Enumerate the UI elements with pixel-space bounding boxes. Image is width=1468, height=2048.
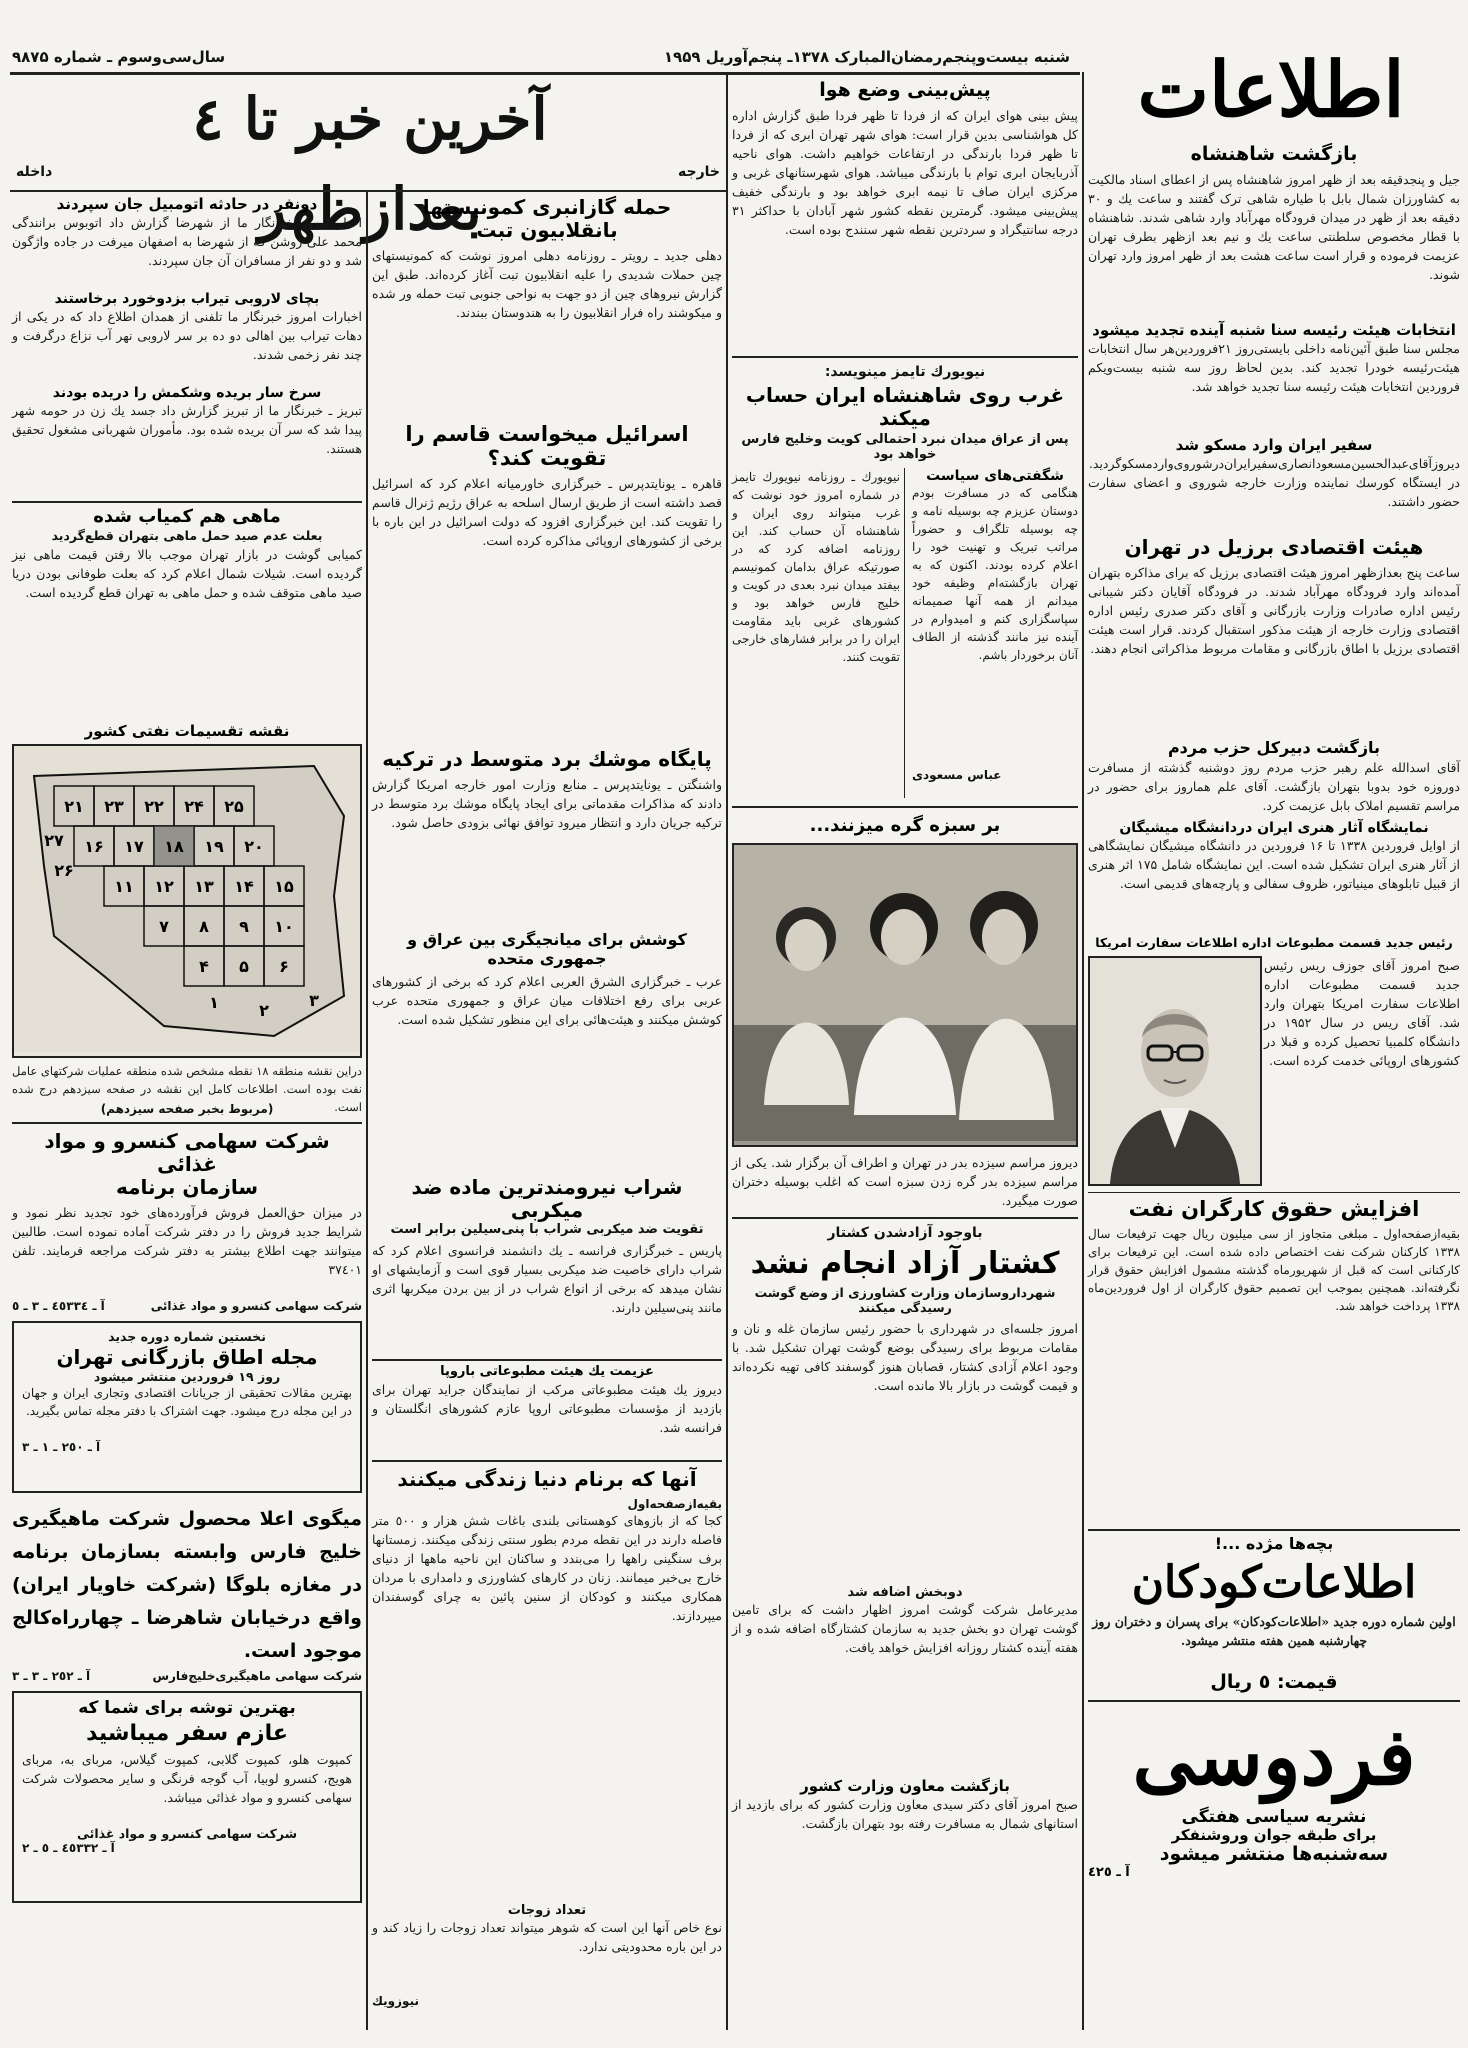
- fish-headline: ماهی هم کمیاب شده: [93, 506, 281, 528]
- map-zone-label: ۱۱: [114, 877, 134, 897]
- shah-body: جیل و پنجدقیقه بعد از ظهر امروز شاهنشاه پس از اعطای اسناد مالکیت به کشاورزان شمال بابل با طیاره شاهی ترک گفتند و ساعت یك و ۳۰ دقیقه بعد از ظهر در میدان فرودگاه مهرآباد وارد شاهی شدند. شاهنشاه با قطار مخصوص سلطنتی ساعت یك و نیم بعد ازظهر بطرف تهران عزیمت فرموده و قرار است ساعت هشت بعد از ظهر امروز وارد تهران شوند.: [1088, 171, 1460, 282]
- map-zone-label: ۱۶: [84, 837, 104, 857]
- rule-col-midright: [726, 72, 728, 2030]
- israel-headline: اسرائیل میخواست قاسم را تقویت کند؟: [405, 422, 689, 471]
- map-zone-label: ۱۲: [154, 877, 174, 897]
- map-zone-label: ۱۳: [194, 877, 214, 897]
- map-headline: نقشه تقسیمات نفتی کشور: [84, 722, 290, 741]
- chamber-code: آ ـ ٢٥٠ ـ ١ ـ ٣: [22, 1440, 101, 1455]
- map-zone-label: ۱۴: [234, 877, 254, 897]
- portrait-photo: [1088, 956, 1262, 1186]
- nyt-subhead: پس از عراق میدان نبرد احتمالی کویت وخلیج فارس خواهد بود: [741, 431, 1069, 462]
- travel-sign: شرکت سهامی کنسرو و مواد غذائی: [76, 1826, 298, 1842]
- nyt-body: نیویورك ـ روزنامه نیویورك تایمز در شماره امروز خود نوشت که غرب میتواند روی ایران و شاهنشاه آن حساب کند. این روزنامه اضافه کرد که در صورتیکه عراق بدامان کمونیسم بیفتد میدان نبرد بعدی در کویت و خلیج فارس خواهد بود و کشورهای غربی باید مقاومت ایران را در برابر فشارهای خارجی تقویت کنند.: [732, 469, 900, 664]
- exhibit-headline: نمایشگاه آثار هنری ایران دردانشگاه میشیگان: [1119, 819, 1429, 836]
- masthead: [1082, 44, 1460, 136]
- map-zone-label: ۵: [239, 957, 249, 977]
- photo-headline: بر سبزه گره میزنند...: [809, 814, 1001, 836]
- iraq-headline: کوشش برای میانجیگری بین عراق و جمهوری متحده: [407, 930, 687, 968]
- caviar-sign: شرکت سهامی ماهیگیری‌خلیج‌فارس: [152, 1669, 362, 1684]
- map-zone-label: ۲۴: [184, 797, 204, 817]
- rule-nyt-split: [904, 468, 905, 798]
- elections-body: مجلس سنا طبق آئین‌نامه داخلی بایستی‌روز ۲۱فروردین‌هر سال انتخابات هیئت‌رئیسه خودرا تجدید کند. بدین لحاظ روز سه شنبه بیست‌ویکم فروردین انتخابات هیئت رئیسه سنا تجدید خواهد شد.: [1088, 341, 1460, 395]
- exhibit-body: از اوایل فروردین ۱۳۳۸ تا ۱۶ فروردین در دانشگاه میشیگان نمایشگاهی از آثار هنری ایران تشکیل شده است. این نمایشگاه شامل ۱۷۵ اثر هنری از قبیل تابلوهای مینیاتور، ظروف سفالی و پارچه‌های قدیمی است.: [1088, 837, 1461, 891]
- measles-headline: سرخ سار بریده وشکمش را دریده بودند: [52, 385, 322, 402]
- drink-headline: شراب نیرومندترین ماده ضد میکربی: [411, 1175, 683, 1223]
- return-headline: بازگشت دبیرکل حزب مردم: [1167, 738, 1381, 758]
- wonder-headline: شگفتی‌های سیاست: [926, 467, 1064, 484]
- map-zone-label: ۲۷: [44, 831, 64, 851]
- missile-headline: پایگاه موشك برد متوسط در ترکیه: [382, 747, 712, 772]
- map-zone-label: ۱۰: [274, 917, 294, 937]
- map-zone-label: ۲۱: [64, 797, 84, 817]
- kids-body: اولین شماره دوره جدید «اطلاعات‌کودکان» برای پسران و دختران روز چهارشنبه همین هفته منتشر میشود.: [1092, 1613, 1456, 1648]
- banner-left-tag: داخله: [16, 164, 53, 180]
- chief-body: صبح امروز آقای جوزف ریس رئیس جدید قسمت مطبوعات اداره اطلاعات سفارت امریکا بتهران وارد شد. آقای ریس در سال ۱۹۵۲ در دانشگاه کلمبیا تحصیل کرده و قبلا در کشورهای اروپائی خدمت کرده است.: [1264, 958, 1460, 1069]
- rule-nyt: [732, 356, 1078, 358]
- map-zone-label: ۶: [279, 957, 289, 977]
- chamber-headline: مجله اطاق بازرگانی تهران: [56, 1345, 318, 1370]
- poem-lead: بقیه‌ازصفحه‌اول: [627, 1497, 722, 1511]
- ferdowsi-code: آ ـ ٤٢٥: [1088, 1865, 1130, 1881]
- israel-body: قاهره ـ یونایتدپرس ـ خبرگزاری خاورمیانه اعلام کرد که اسرائیل قصد داشته است از طریق ارسال اسلحه به عراق رژیم ژنرال قاسم را تقویت کند. این خبرگزاری افزود که دولت اسرائیل در این باره با برخی از کشورهای اروپائی مذاکره کرده است.: [372, 476, 722, 549]
- map-note: (مربوط بخبر صفحه سیزدهم): [100, 1102, 274, 1117]
- map-zone-label: ۸: [199, 917, 209, 937]
- meat-subhead: شهرداروسازمان‌ وزارت‌ کشاورزی از وضع گوشت رسیدگی میکنند: [754, 1285, 1056, 1316]
- oil-headline: افزایش حقوق کارگران نفت: [1128, 1197, 1420, 1222]
- meat-body: امروز جلسه‌ای در شهرداری با حضور رئیس سازمان غله و نان و مقامات مربوط برای رسیدگی بوضع گوشت تهران تشکیل شد. با وجود اعلام آزادی کشتار، قصابان هنوز گوسفند کافی تهیه نکرده‌اند و قیمت گوشت در بازار بالا مانده است.: [732, 1321, 1078, 1394]
- chamber-kicker: نخستین شماره دوره جدید: [108, 1329, 266, 1345]
- elections-headline: انتخابات هیئت رئیسه سنا شنبه آینده تجدید میشود: [1092, 320, 1456, 339]
- banner-rule: [10, 190, 726, 192]
- map-zone-label: ۲۶: [54, 861, 74, 881]
- canned-sign: شرکت سهامی کنسرو و مواد غذائی: [150, 1299, 362, 1314]
- map-zone-label: ۱۸: [164, 837, 184, 857]
- ambassador-headline: سفیر ایران وارد مسکو شد: [1175, 436, 1373, 455]
- meat-body-2: مدیرعامل شرکت گوشت امروز اظهار داشت که برای تامین گوشت تهران دو بخش جدید به سازمان کشتارگاه اضافه شده و از هفته آینده کشتار روزانه افزایش خواهد یافت.: [732, 1602, 1078, 1656]
- meat-headline: کشتار آزاد انجام نشد: [750, 1245, 1060, 1281]
- flood-body: اخبارات امروز خبرنگار ما تلفنی از همدان اطلاع داد که در یکی از دهات تیراب بین اهالی دو ده بر سر لاروبی نهر آب نزاع درگرفت و چند نفر زخمی شدند.: [12, 309, 362, 363]
- press-headline: عزیمت یك هیئت مطبوعاتی باروپا: [440, 1364, 654, 1380]
- map-zone-label: ۳: [309, 991, 319, 1011]
- banner-title: آخرین خبر تا ٤ بعدازظهر: [192, 85, 548, 243]
- map-caption: دراین نقشه منطقه ۱۸ نقطه مشخص شده منطقه عملیات شرکتهای عامل نفت بوده است. اطلاعات کامل این نقشه در صفحه سیزدهم درج شده است.: [12, 1064, 363, 1115]
- col-midleft: [372, 196, 722, 2030]
- kids-title: اطلاعات‌کودکان: [1131, 1556, 1417, 1608]
- poem-subhead: تعداد زوجات: [507, 1903, 587, 1918]
- map-zone-label: ۹: [239, 917, 249, 937]
- poem-body: کجا که از بازوهای کوهستانی بلندی باغات شش هزار و ٥٠٠ متر فاصله دارند در این نقطه مردم بطور سنتی زندگی میکنند. زمستانها برف سنگینی راهها را می‌بندد و ساکنان این ناحیه ماهها از دنیای خارج بی‌خبر میمانند. زنان در کارهای کشاورزی و دامداری با مردان همکاری میکنند و کودکان از سنین پائین به چرای گوسفندان میپردازند.: [372, 1513, 723, 1623]
- caviar-code: آ ـ ٢٥٢ ـ ٣ ـ ٣: [12, 1669, 91, 1684]
- travel-code: آ ـ ٤٥٣٣٢ ـ ٥ ـ ٢: [22, 1841, 115, 1856]
- map-zone-label: ۱: [209, 993, 219, 1013]
- flood-headline: بچای لاروبی تیراب بزدوخورد برخاستند: [54, 291, 320, 308]
- accident-body: اخبار امروز خبرنگار ما از شهرضا گزارش داد اتوبوس برانندگی محمد علی روشن که از شهرضا به اصفهان میرفت در جاده واژگون شد و دو نفر از مسافران آن جان سپردند.: [12, 215, 362, 269]
- missile-body: واشنگتن ـ یونایتدپرس ـ منابع وزارت امور خارجه امریکا گزارش دادند که مذاکرات مقدماتی برای ایجاد پایگاه موشك برد متوسط در ترکیه جریان دارد و انتظار میرود توافق نهائی بزودی حاصل شود.: [372, 777, 722, 831]
- rule-col-right: [1082, 72, 1084, 2030]
- drink-subhead: تقویت ضد میکربی شراب با پنی‌سیلین برابر است: [390, 1222, 704, 1238]
- brazil-body: ساعت پنج بعدازظهر امروز هیئت اقتصادی برزیل که برای مذاکره بتهران آمده‌اند وارد فرودگاه مهرآباد شدند. در فرودگاه آقایان دکتر شیبانی رئیس اداره صادرات وزارت بازرگانی و آقای دکتر صدری رئیس اداره اقتصادی وزارت خارجه از هیئت مذکور استقبال کردند. قرار است هیئت اقتصادی برزیل با اطاق بازرگانی و مقامات مربوط مذاکراتی انجام دهند.: [1088, 565, 1460, 657]
- deputy-headline: بازگشت معاون وزارت کشور: [800, 1777, 1010, 1796]
- poem-sign: نیوزویك: [372, 1994, 419, 2008]
- fish-body: کمیابی گوشت در بازار تهران موجب بالا رفتن قیمت ماهی نیز گردیده است. شیلات شمال اعلام کرد که بعلت طوفانی بودن دریا صید ماهی متوقف شده و حمل ماهی به تهران قطع گردیده است.: [12, 547, 362, 601]
- date-line: شنبه بیست‌وپنجم‌رمضان‌المبارک ۱۳۷۸ـ پنجم‌آوریل ۱۹۵۹: [663, 48, 1070, 66]
- nyt-kicker: نیویورك تایمز مینویسد:: [824, 363, 986, 380]
- meat-kicker: باوجود آزادشدن کشتار: [827, 1224, 983, 1241]
- poem-body-2: نوع خاص آنها این است که شوهر میتواند تعداد زوجات را زیاد کند و در این باره محدودیتی ندارد.: [372, 1920, 722, 1954]
- newspaper-logo: اطلاعات: [1137, 45, 1405, 134]
- chamber-date: روز ۱۹ فروردین منتشر میشود: [93, 1369, 281, 1385]
- brazil-headline: هیئت اقتصادی برزیل در تهران: [1124, 535, 1424, 560]
- rule-oil: [1088, 1192, 1460, 1193]
- map-zone-label: ۲: [259, 1001, 269, 1021]
- wonder-body: هنگامی که در مسافرت بودم دوستان عزیزم چه بوسیله نامه و چه بوسیله تلگراف و حضوراً مراتب تبریک و تهنیت خود را اعلام کرده بودند. اکنون که به تهران بازگشته‌ام وظیفه خود میدانم از همه آنها صمیمانه سپاسگزاری کنم و امیدوارم در آینده نیز مانند گذشته از الطاف آنان برخوردار باشم.: [912, 485, 1078, 662]
- rule-fish: [12, 501, 362, 503]
- rule-canned: [12, 1122, 362, 1124]
- oil-map-drawing: [14, 746, 360, 1052]
- col-midright: [732, 80, 1078, 2030]
- map-zone-label: ۱۹: [204, 837, 224, 857]
- drink-body: پاریس ـ خبرگزاری فرانسه ـ یك دانشمند فرانسوی اعلام کرد که شراب دارای خاصیت ضد میکربی بسیار قوی است و آزمایشهای او نشان میدهد که برخی از انواع شراب در از بین بردن میکربها اثری مانند پنی‌سیلین دارند.: [372, 1243, 722, 1316]
- rule-col-midleft: [366, 190, 368, 2030]
- ferdowsi-title: فردوسی: [1132, 1711, 1416, 1803]
- banner-right-tag: خارجه: [678, 164, 720, 180]
- map-zone-label: ۲۲: [144, 797, 164, 817]
- ferdowsi-sub2: برای طبقه جوان وروشنفکر: [1171, 1826, 1377, 1845]
- measles-body: تبریز ـ خبرنگار ما از تبریز گزارش داد جسد یك زن در حومه شهر پیدا شد که سر آن بریده شده بود. مأموران شهربانی مشغول تحقیق هستند.: [12, 403, 362, 457]
- fish-subhead: بعلت عدم صید حمل ماهی بتهران قطع‌گردید: [51, 528, 323, 544]
- communist-body: دهلی جدید ـ رویتر ـ روزنامه دهلی امروز نوشت که کمونیستهای چین حملات شدیدی را علیه انقلابیون تبت آغاز کرده‌اند. طبق این گزارش نیروهای چین از دو جهت به نواحی جنوبی تبت حمله ور شده و میکوشند راه فرار انقلابیون را به هندوستان ببندند.: [372, 248, 722, 320]
- iraq-body: عرب ـ خبرگزاری الشرق العربی اعلام کرد که برخی از کشورهای عربی برای رفع اختلافات میان عراق و جمهوری متحده عرب کوشش میکنند و هیئت‌هائی برای این منظور تشکیل شده است.: [372, 974, 722, 1028]
- oil-map: [12, 744, 362, 1058]
- kids-lead: بچه‌ها مژده ...!: [1214, 1534, 1334, 1554]
- col-left: [12, 196, 362, 2030]
- travel-ad: [12, 1691, 362, 1903]
- map-zone-label: ۲۳: [104, 797, 124, 817]
- nyt-headline: غرب روی شاهنشاه ایران حساب میکند: [745, 382, 1065, 430]
- map-zone-label: ۱۷: [124, 837, 144, 857]
- oil-body: بقیه‌ازصفحه‌اول ـ مبلغی متجاوز از سی میلیون ریال جهت ترفیعات سال ۱۳۳۸ کارکنان شرکت نفت اختصاص داده شده است. این ترفیعات برای کارکنانی است که قبل از شهریورماه گذشته مشمول افزایش حقوق قرار نگرفته‌اند. همچنین بموجب این تصمیم حقوق کارگران از اول فروردین‌ماه ۱۳۳۸ پرداخت خواهد شد.: [1088, 1227, 1460, 1314]
- poem-headline: آنها که برنام دنیا زندگی میکنند: [397, 1467, 697, 1491]
- weather-body: پیش بینی هوای ایران که از فردا تا ظهر فردا طبق گزارش اداره کل هواشناسی بدین قرار است: هوای شهر تهران ابری که از فردا تا ظهر فردا بارندگی در ارتفاعات خواهیم داشت. هوای ناحیه آذربایجان ابری توام با بارندگی میباشد. هوای شهرستانهای غربی و مرکزی ایران صاف تا نیمه ابری خواهد بود و بارندگی خفیف پیش‌بینی میشود. گرمترین نقطه کشور شهر آبادان با حداکثر ۳۱ درجه سانتیگراد و سردترین نقطه شهر سنندج بوده است.: [732, 107, 1078, 237]
- col-right: [1088, 140, 1460, 2030]
- caviar-ad: میگوی اعلا محصول شرکت ماهیگیری خلیج فارس وابسته بسازمان برنامه در مغازه بلوگا (شرکت خاویار ایران) واقع درخیابان شاهرضا ـ چهارراه‌کالج موجود است.: [12, 1508, 362, 1663]
- canned-body: در میزان حق‌العمل فروش فرآورده‌های خود تجدید نظر نمود و شرایط جدید فروش را در دفتر شرکت آماده نموده است. طالبین میتوانند جهت اطلاع بیشتر به دفتر شرکت مراجعه فرمایند. تلفن ۳۷٤۰۱: [12, 1205, 362, 1278]
- canned-subhead: سازمان برنامه: [115, 1175, 259, 1200]
- chamber-ad: [12, 1321, 362, 1493]
- photo-caption: دیروز مراسم سیزده بدر در تهران و اطراف آن برگزار شد. یکی از مراسم سیزده بدر گره زدن سبزه است که اغلب بوسیله دختران صورت میگیرد.: [732, 1154, 1078, 1208]
- travel-subhead: عازم سفر میباشید: [86, 1720, 288, 1746]
- return-body: آقای اسدالله علم رهبر حزب مردم روز دوشنبه گذشته از مسافرت دوروزه خود بدوبا بتهران بازگشت. آقای علم هماروز برای حضور در مراسم تقسیم املاک بابل عزیمت کرد.: [1088, 759, 1460, 813]
- press-body: دیروز یك هیئت مطبوعاتی مرکب از نمایندگان جراید تهران برای بازدید از مؤسسات مطبوعاتی اروپا عازم کشورهای انگلستان و فرانسه شد.: [372, 1382, 722, 1435]
- portrait-figure: [1090, 958, 1260, 1184]
- deputy-body: صبح امروز آقای دکتر سیدی معاون وزارت کشور که برای بازدید از استانهای شمال به مسافرت رفته بود بتهران بازگشت.: [732, 1797, 1078, 1832]
- weather-headline: پیش‌بینی وضع هوا: [819, 79, 991, 101]
- kids-price: قیمت: ٥ ریال: [1210, 1670, 1338, 1693]
- meat-subhead-2: دوبخش اضافه شد: [847, 1585, 963, 1601]
- wonder-sign: عباس مسعودی: [912, 767, 1002, 782]
- issue-line: سال‌سی‌وسوم ـ شماره ۹۸۷۵: [12, 48, 226, 66]
- canned-code: آ ـ ٤٥٣٣٤ ـ ٣ ـ ٥: [12, 1299, 105, 1314]
- ferdowsi-sub3: سه‌شنبه‌ها منتشر میشود: [1159, 1843, 1389, 1866]
- girls-photo-figure: [734, 845, 1076, 1141]
- girls-photo: [732, 843, 1078, 1147]
- map-zone-label: ۲۵: [224, 797, 244, 817]
- chief-headline: رئیس جدید قسمت مطبوعات اداره اطلاعات سفارت امریکا: [1095, 934, 1453, 950]
- rule-ferdowsi: [1088, 1700, 1460, 1702]
- map-zone-label: ۲۰: [244, 837, 264, 857]
- rule-photo: [732, 806, 1078, 808]
- ambassador-body: دیروزآقای‌عبدالحسین‌مسعود‌انصاری‌سفیر‌ایران‌درشوروی‌واردمسکوگردید. در ایستگاه کورسك نماینده وزارت خارجه شوروی و اعضای سفارت حضور داشتند.: [1088, 456, 1460, 510]
- map-zone-label: ۴: [199, 957, 209, 977]
- ferdowsi-sub1: نشریه سیاسی هفتگی: [1181, 1806, 1367, 1827]
- rule-press: [372, 1359, 722, 1361]
- map-zone-label: ۱۵: [274, 877, 294, 897]
- canned-headline: شرکت سهامی کنسرو و مواد غذائی: [44, 1129, 330, 1177]
- rule-poem: [372, 1460, 722, 1462]
- chamber-body: بهترین مقالات تحقیقی از جریانات اقتصادی وتجاری ایران و جهان در این مجله درج میشود. جهت اشتراک با دفتر مجله تماس بگیرید.: [22, 1386, 352, 1419]
- rule-kids: [1088, 1529, 1460, 1531]
- rule-meat: [732, 1217, 1078, 1219]
- travel-headline: بهترین توشه برای شما که: [78, 1698, 296, 1719]
- accident-headline: دونفر در حادثه اتومبیل جان سپردند: [56, 195, 318, 213]
- travel-body: کمپوت هلو، کمپوت گلابی، کمپوت گیلاس، مربای به، مربای هویج، کنسرو لوبیا، آب گوجه فرنگی و سایر محصولات شرکت سهامی کنسرو و مواد غذائی میباشد.: [22, 1752, 352, 1806]
- map-zone-label: ۷: [159, 917, 169, 937]
- communist-headline: حمله گازانبری کمونیستها بانقلابیون تبت: [422, 195, 672, 242]
- shah-headline: بازگشت شاهنشاه: [1190, 143, 1358, 165]
